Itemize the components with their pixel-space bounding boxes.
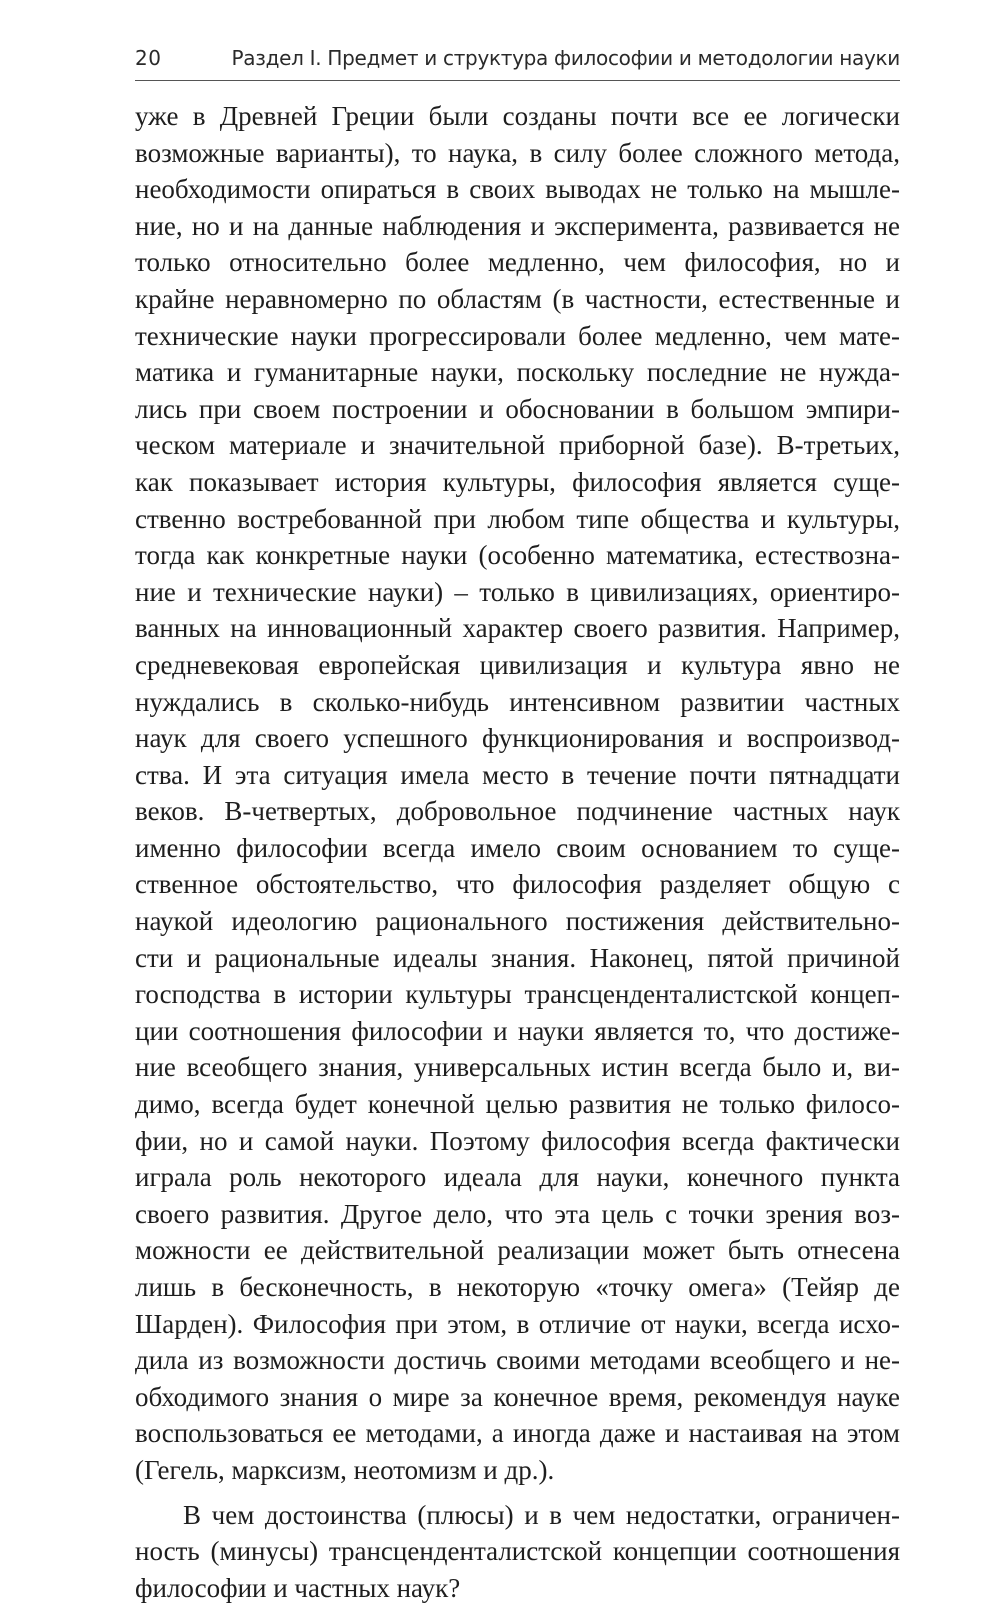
running-header [135,40,900,81]
text-line: веков. В-четвертых, добровольное подчинение частных наук [135,796,900,827]
text-line: сти и рациональные идеалы знания. Наконец, пятой причиной [135,942,900,973]
text-line: воспользоваться ее методами, а иногда даже и настаивая на этом [135,1418,900,1449]
text-line: технические науки прогрессировали более медленно, чем мате- [135,320,900,351]
text-line: ние всеобщего знания, универсальных истин всегда было и, ви- [135,1052,900,1083]
paragraph-gap [135,1489,900,1497]
text-line: тогда как конкретные науки (особенно математика, естествозна- [135,540,900,571]
text-line: ность (минусы) трансценденталистской концепции соотношения [135,1536,900,1567]
body-text [135,98,900,1606]
running-title: Раздел I. Предмет и структура философии и методологии науки [231,46,900,70]
text-line: обходимого знания о мире за конечное время, рекомендуя науке [135,1381,900,1412]
text-line: наукой идеологию рационального постижения действительно- [135,906,900,937]
text-line: ства. И эта ситуация имела место в течение почти пятнадцати [135,759,900,790]
text-line: ственное обстоятельство, что философия разделяет общую с [135,869,900,900]
text-line: как показывает история культуры, философия является суще- [135,466,900,497]
text-line: ванных на инновационный характер своего развития. Например, [135,613,900,644]
text-line: своего развития. Другое дело, что эта цель с точки зрения воз- [135,1198,900,1229]
text-line: только относительно более медленно, чем философия, но и [135,247,900,278]
text-line: нуждались в сколько-нибудь интенсивном развитии частных [135,686,900,717]
text-line: ции соотношения философии и науки является то, что достиже- [135,1015,900,1046]
text-line: матика и гуманитарные науки, поскольку последние не нужда- [135,357,900,388]
text-line: уже в Древней Греции были созданы почти все ее логически [135,101,900,131]
text-line: крайне неравномерно по областям (в частности, естественные и [135,283,900,314]
text-line: ние и технические науки) – только в цивилизациях, ориентиро- [135,576,900,607]
text-line: фии, но и самой науки. Поэтому философия всегда фактически [135,1125,900,1156]
text-line: Шарден). Философия при этом, в отличие от науки, всегда исхо- [135,1308,900,1339]
text-line: ческом материале и значительной приборной базе). В-третьих, [135,430,900,461]
text-line: именно философии всегда имело своим основанием то суще- [135,832,900,863]
text-line: димо, всегда будет конечной целью развития не только филосо- [135,1089,900,1120]
text-line: ние, но и на данные наблюдения и эксперимента, развивается не [135,210,900,241]
text-line: наук для своего успешного функционирования и воспроизвод- [135,723,900,754]
text-line: дила из возможности достичь своими методами всеобщего и не- [135,1345,900,1376]
text-line: играла роль некоторого идеала для науки, конечного пункта [135,1162,900,1193]
text-line: господства в истории культуры трансценденталистской концеп- [135,979,900,1010]
text-line: возможные варианты), то наука, в силу более сложного метода, [135,137,900,168]
paragraph-1 [135,98,900,1489]
text-line: лись при своем построении и обосновании в большом эмпири- [135,393,900,424]
page-number: 20 [135,46,162,70]
text-line: В чем достоинства (плюсы) и в чем недостатки, ограничен- [183,1499,900,1530]
text-line: необходимости опираться в своих выводах не только на мышле- [135,174,900,205]
text-line: можности ее действительной реализации может быть отнесена [135,1235,900,1266]
text-line: (Гегель, марксизм, неотомизм и др.). [135,1454,555,1485]
text-line: средневековая европейская цивилизация и культура явно не [135,649,900,680]
text-line: ственно востребованной при любом типе общества и культуры, [135,503,900,534]
text-line: философии и частных наук? [135,1572,461,1603]
text-line: лишь в бесконечность, в некоторую «точку омега» (Тейяр де [135,1272,900,1302]
